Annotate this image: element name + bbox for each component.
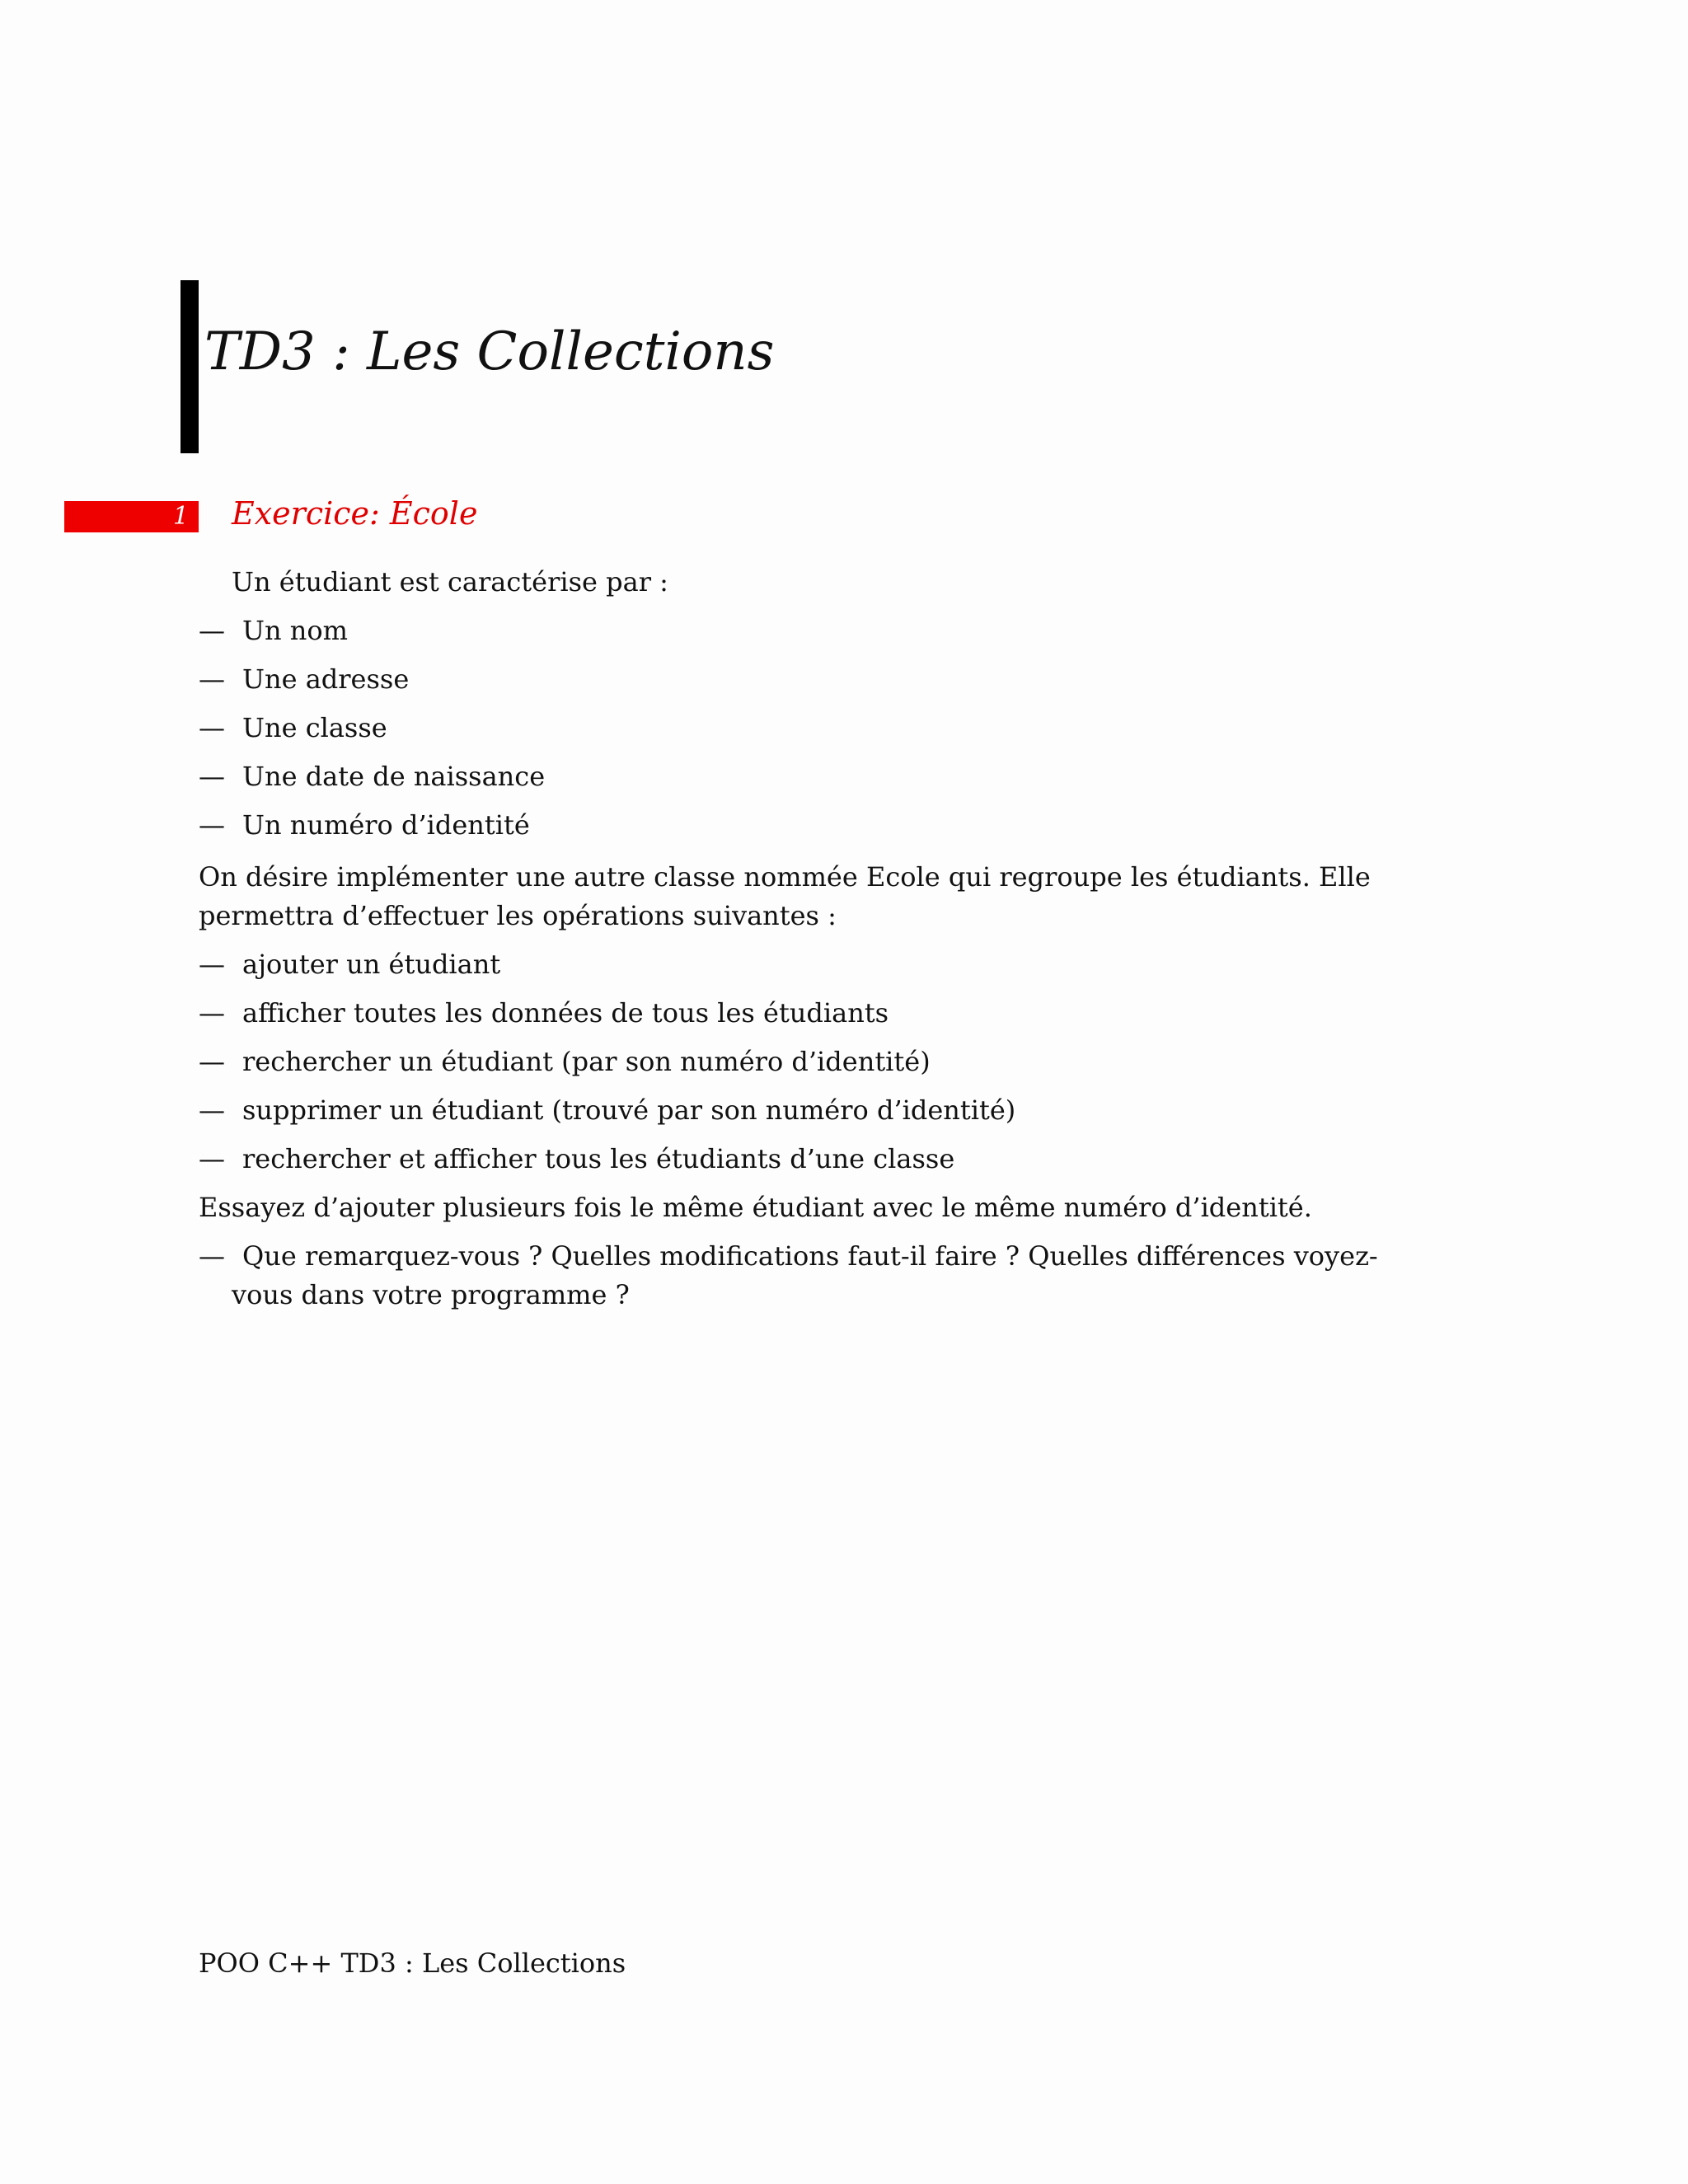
list-item: Un nom — [242, 615, 348, 646]
list-dash: — — [199, 1046, 225, 1077]
list-dash: — — [199, 712, 225, 743]
question-line: Que remarquez-vous ? Quelles modifications faut-il faire ? Quelles différences voyez- — [242, 1240, 1378, 1272]
section-number: 1 — [172, 502, 189, 531]
list-item: Une classe — [242, 712, 387, 743]
list-dash: — — [199, 949, 225, 980]
list-item: rechercher et afficher tous les étudiants d’une classe — [242, 1143, 955, 1174]
section-title: Exercice: École — [232, 495, 478, 532]
chapter-title: TD3 : Les Collections — [204, 321, 775, 382]
list-dash: — — [199, 663, 225, 695]
list-item: Une date de naissance — [242, 761, 546, 792]
list-item: afficher toutes les données de tous les étudiants — [242, 997, 889, 1029]
list-item: Une adresse — [242, 663, 410, 695]
list-item: rechercher un étudiant (par son numéro d’identité) — [242, 1046, 931, 1077]
list-item: supprimer un étudiant (trouvé par son numéro d’identité) — [242, 1094, 1016, 1126]
list-dash: — — [199, 761, 225, 792]
intro-text: Un étudiant est caractérise par : — [232, 566, 668, 598]
list-dash: — — [199, 1143, 225, 1174]
essay-text: Essayez d’ajouter plusieurs fois le même étudiant avec le même numéro d’identité. — [199, 1192, 1312, 1223]
chapter-bar — [181, 280, 199, 453]
list-dash: — — [199, 615, 225, 646]
list-dash: — — [199, 1240, 225, 1272]
list-dash: — — [199, 997, 225, 1029]
section-number-tab — [64, 501, 199, 532]
paragraph-line: On désire implémenter une autre classe nommée Ecole qui regroupe les étudiants. Elle — [199, 861, 1371, 893]
list-dash: — — [199, 809, 225, 841]
list-item: ajouter un étudiant — [242, 949, 501, 980]
paragraph-line: permettra d’effectuer les opérations suivantes : — [199, 900, 837, 931]
list-item: Un numéro d’identité — [242, 809, 530, 841]
question-line: vous dans votre programme ? — [232, 1279, 630, 1310]
page-footer: POO C++ TD3 : Les Collections — [199, 1947, 626, 1979]
list-dash: — — [199, 1094, 225, 1126]
